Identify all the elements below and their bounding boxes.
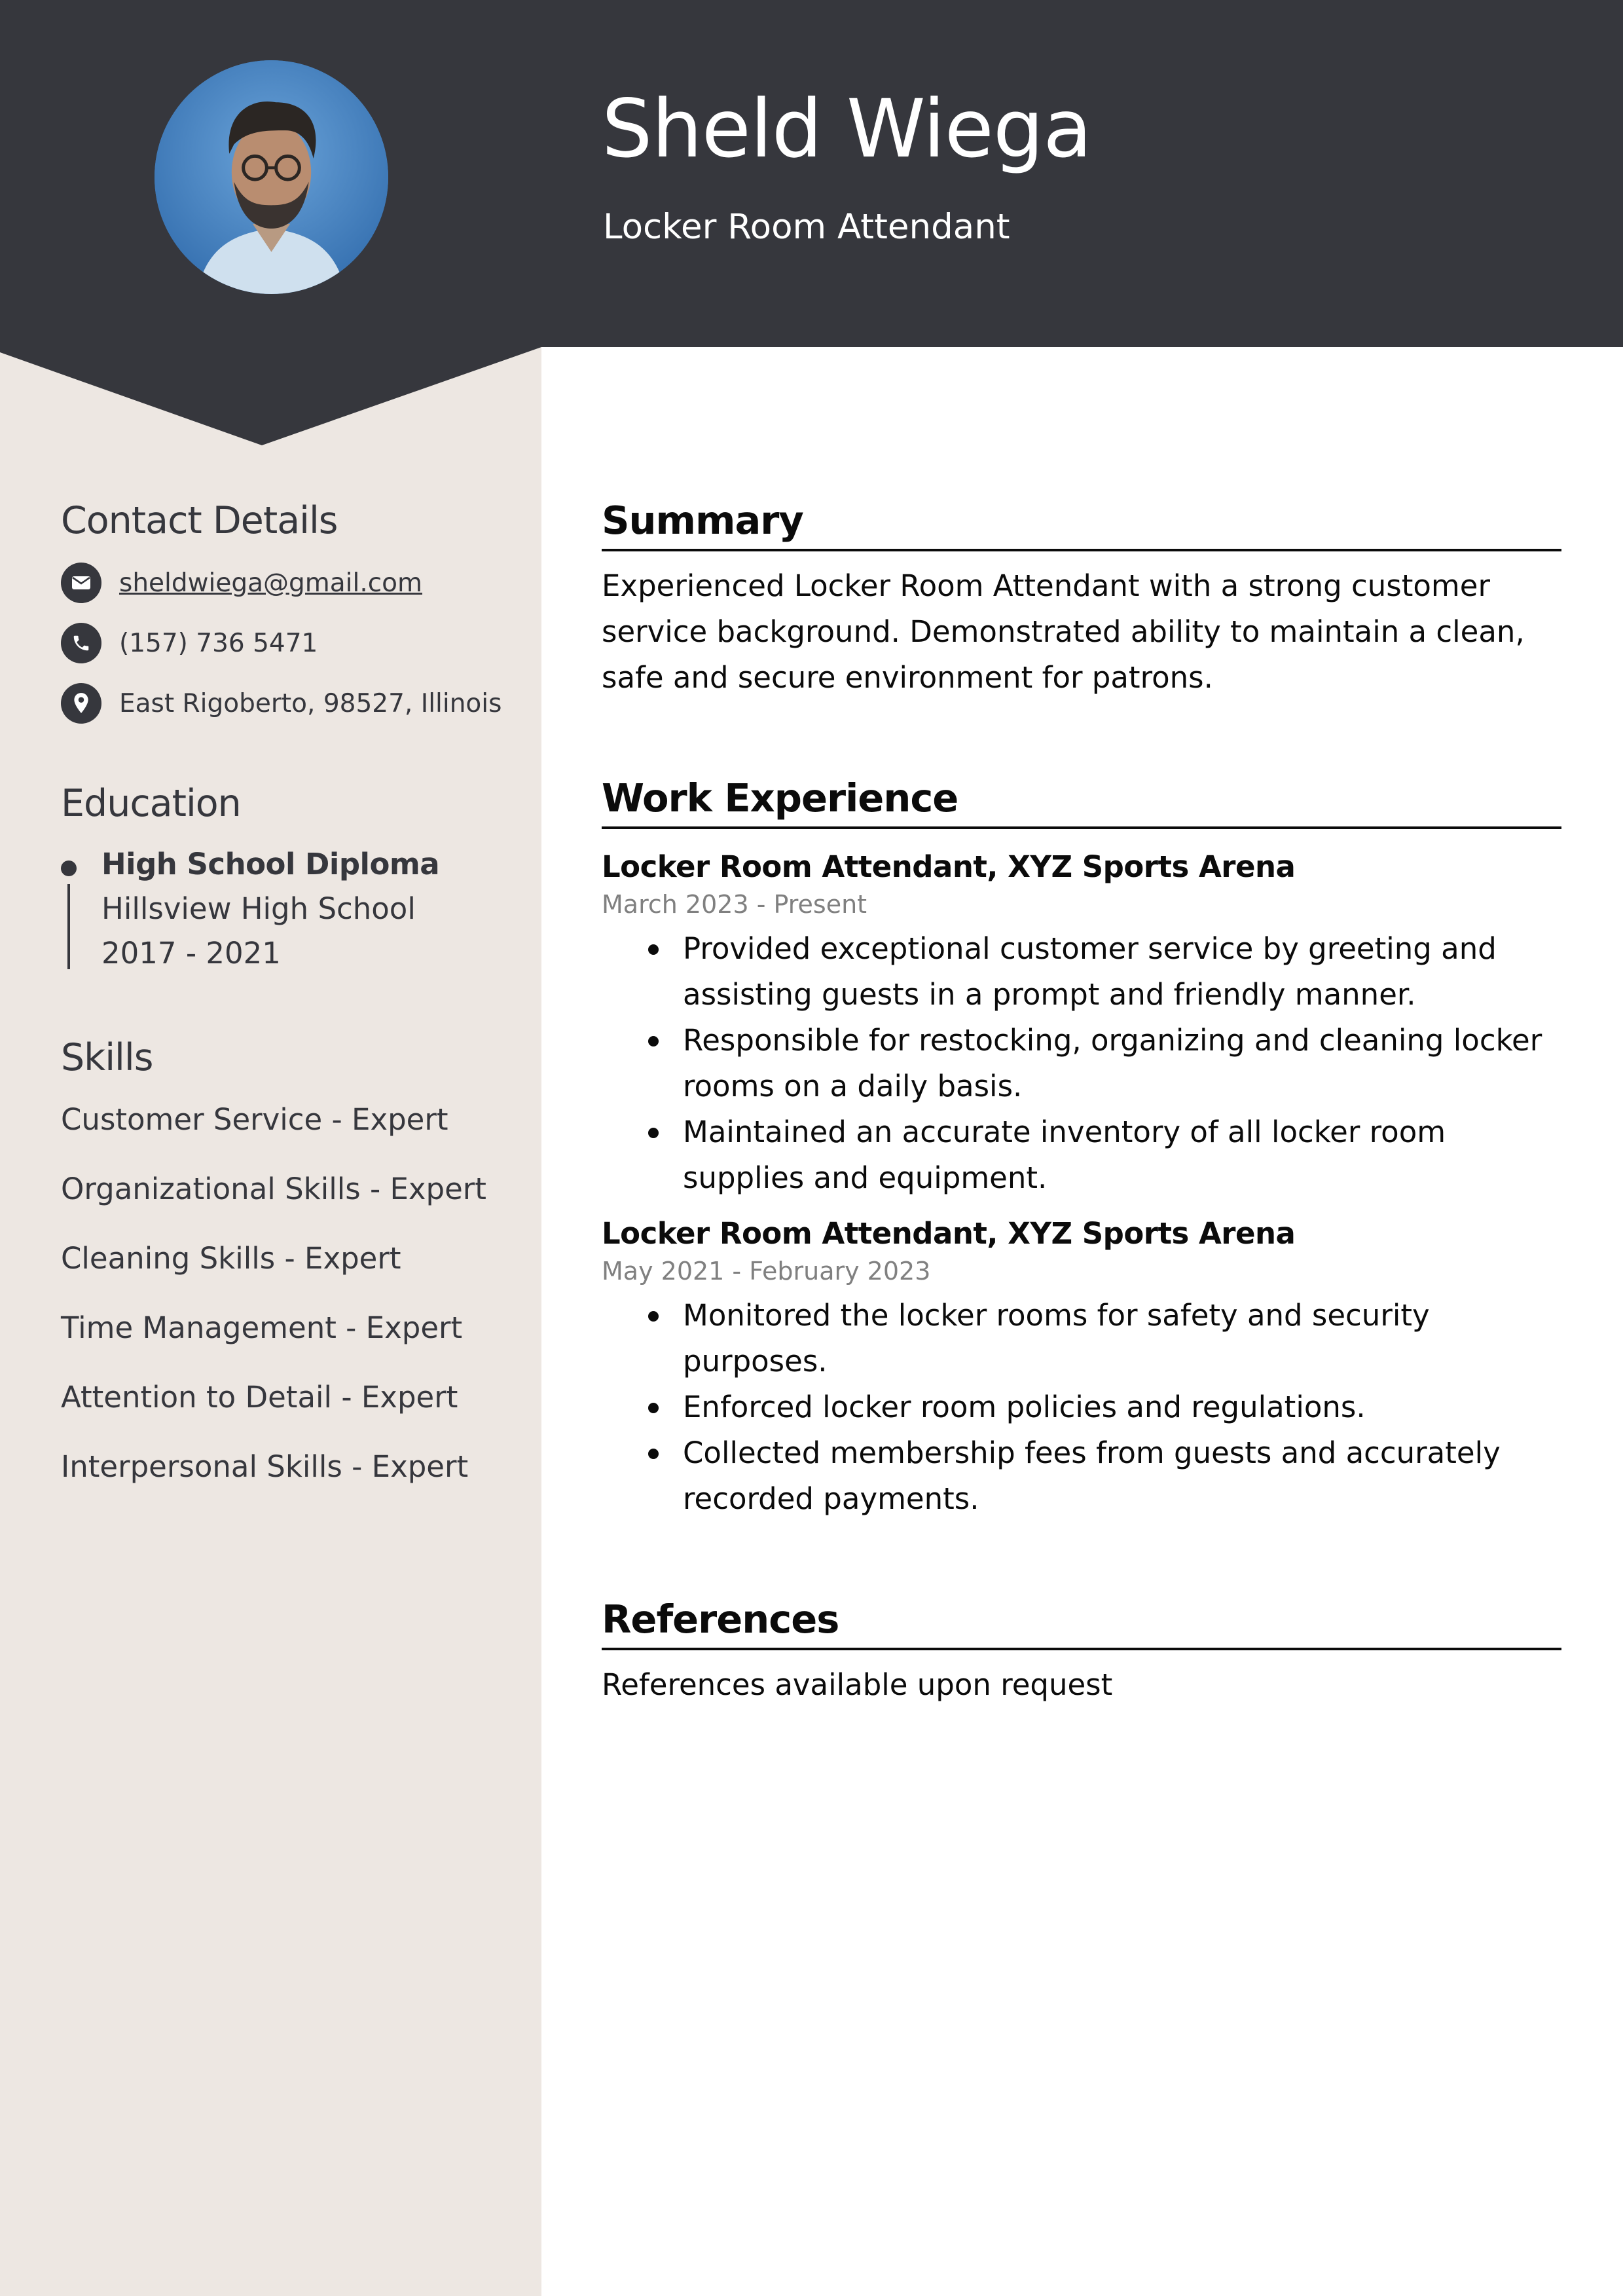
bullet-item: Maintained an accurate inventory of all locker room supplies and equipment.	[602, 1109, 1561, 1201]
avatar	[155, 60, 388, 294]
skills-list	[61, 1098, 519, 1514]
header-chevron	[0, 346, 541, 448]
job-entry	[602, 1213, 1561, 1522]
skills-heading: Skills	[61, 1036, 153, 1079]
envelope-icon	[61, 563, 101, 603]
contact-email[interactable]: sheldwiega@gmail.com	[119, 568, 423, 598]
location-pin-icon	[61, 683, 101, 724]
job-dates: March 2023 - Present	[602, 890, 867, 919]
profile-photo	[155, 60, 388, 294]
experience-heading: Work Experience	[602, 774, 1561, 829]
education-years: 2017 - 2021	[101, 936, 281, 971]
education-entry	[61, 842, 519, 976]
summary-heading: Summary	[602, 496, 1561, 551]
contact-heading: Contact Details	[61, 499, 338, 542]
candidate-title: Locker Room Attendant	[603, 207, 1010, 247]
skill-item: Interpersonal Skills - Expert	[61, 1449, 469, 1484]
skill-item: Attention to Detail - Expert	[61, 1380, 458, 1415]
contact-phone: (157) 736 5471	[119, 628, 318, 658]
sidebar	[61, 499, 519, 1514]
skill-item: Organizational Skills - Expert	[61, 1172, 486, 1206]
bullet-item: Collected membership fees from guests and accurately recorded payments.	[602, 1430, 1561, 1522]
job-title: Locker Room Attendant, XYZ Sports Arena	[602, 849, 1296, 884]
contact-email-row[interactable]	[61, 562, 519, 604]
timeline-dot	[61, 861, 77, 876]
contact-address-row	[61, 682, 519, 724]
education-school: Hillsview High School	[101, 891, 416, 926]
phone-icon	[61, 623, 101, 663]
bullet-item: Enforced locker room policies and regulations.	[602, 1384, 1561, 1430]
references-heading: References	[602, 1595, 1561, 1650]
skill-item: Cleaning Skills - Expert	[61, 1241, 401, 1276]
skill-item: Customer Service - Expert	[61, 1102, 448, 1137]
job-dates: May 2021 - February 2023	[602, 1257, 931, 1286]
summary-text: Experienced Locker Room Attendant with a strong customer service background. Demonstrated ability to maintain a clean, safe and secure environment for patrons.	[602, 568, 1525, 695]
candidate-name: Sheld Wiega	[602, 83, 1092, 176]
job-title: Locker Room Attendant, XYZ Sports Arena	[602, 1216, 1296, 1251]
timeline-line	[67, 884, 70, 969]
job-bullets	[602, 1293, 1561, 1522]
education-heading: Education	[61, 782, 241, 825]
bullet-item: Monitored the locker rooms for safety and security purposes.	[602, 1293, 1561, 1384]
job-bullets	[602, 926, 1561, 1201]
main-content	[602, 496, 1561, 1708]
contact-address: East Rigoberto, 98527, Illinois	[119, 688, 502, 718]
contact-phone-row	[61, 622, 519, 664]
bullet-item: Provided exceptional customer service by greeting and assisting guests in a prompt and friendly manner.	[602, 926, 1561, 1018]
references-text: References available upon request	[602, 1667, 1113, 1702]
job-entry	[602, 846, 1561, 1201]
bullet-item: Responsible for restocking, organizing and cleaning locker rooms on a daily basis.	[602, 1018, 1561, 1109]
skill-item: Time Management - Expert	[61, 1310, 463, 1345]
education-degree: High School Diploma	[101, 847, 440, 881]
